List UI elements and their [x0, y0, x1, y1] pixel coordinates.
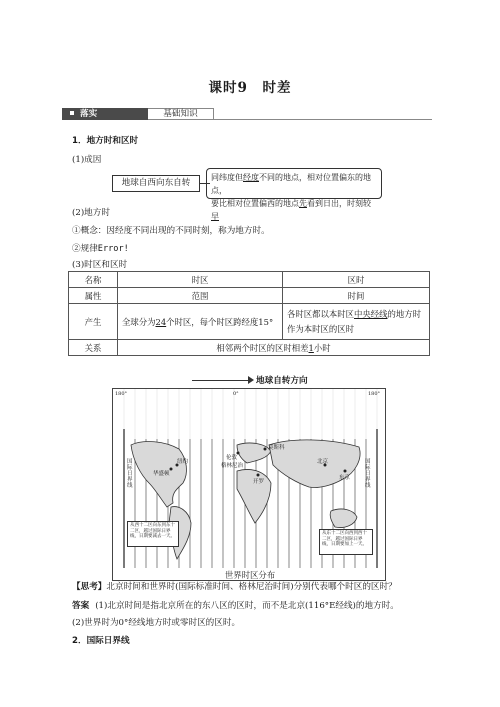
arrow-head-icon: [248, 376, 254, 384]
local-time-label: (2)地方时: [72, 208, 110, 218]
section-banner: [62, 108, 432, 120]
rotation-label: 地球自转方向: [256, 376, 308, 386]
local-time-rule: ②规律Error!: [72, 244, 129, 254]
city-london: 伦敦: [226, 455, 238, 461]
table-cell: 属性: [69, 288, 118, 304]
cause-left-box: 地球自西向东自转: [112, 175, 200, 192]
city-cairo: 开罗: [253, 479, 265, 485]
right-note-box: 从东十二区向西到西十二区，越过国际日界线，日期要加上一天。: [319, 529, 373, 555]
section-heading-1: 1．地方时和区时: [72, 136, 139, 146]
map-caption: 世界时区分布: [224, 570, 276, 580]
table-row: [69, 304, 430, 340]
city-beijing: 北京: [317, 459, 329, 465]
cause-line-2: 要比相对位置偏西的地点先看到日出，时刻较早: [211, 199, 371, 221]
table-header-row: [69, 272, 430, 288]
answer-label: 答案: [72, 601, 90, 611]
city-tokyo: 东京: [339, 475, 351, 481]
meridian-0-label: 0°: [233, 391, 239, 397]
city-greenwich: 格林尼治: [221, 463, 244, 469]
city-newyork: 纽约: [177, 459, 189, 465]
banner-dark-label: 落实: [80, 109, 98, 119]
banner-rule: [214, 119, 432, 120]
zone-label-strip: [113, 389, 386, 439]
table-row: [69, 288, 430, 304]
meridian-180w-label: 180°: [115, 391, 128, 397]
table-cell: 关系: [69, 340, 118, 356]
table-header-cell: 时区: [118, 272, 283, 288]
table-cell: 全球分为24个时区，每个时区跨经度15°: [118, 304, 283, 340]
table-cell: 各时区都以本时区中央经线的地方时 作为本时区的区时: [283, 304, 430, 340]
table-cell: 相邻两个时区的区时相差1小时: [118, 340, 430, 356]
table-cell: 范围: [118, 288, 283, 304]
section-heading-2: 2．国际日界线: [72, 636, 130, 646]
left-note-box: 从西十二区向东到东十二区，越过国际日界线，日期要减去一天。: [127, 521, 179, 547]
table-label: (3)时区和区时: [72, 260, 128, 270]
city-washington: 华盛顿: [153, 471, 170, 477]
answer-line-1: 答案 (1)北京时间是指北京所在的东八区的区时，而不是北京(116°E经线)的地方时。: [72, 601, 399, 611]
meridian-180e-label: 180°: [368, 391, 381, 397]
table-header-cell: 区时: [283, 272, 430, 288]
think-label: 【思考】: [72, 582, 107, 592]
rotation-arrow: [192, 380, 252, 381]
table-header-cell: 名称: [69, 272, 118, 288]
banner-dark-tab: [62, 108, 148, 120]
timezone-table: [68, 271, 430, 356]
answer-line-2: (2)世界时为0°经线地方时或零时区的区时。: [72, 618, 241, 628]
table-row: [69, 340, 430, 356]
date-line-left-label: 国际日界线: [127, 459, 133, 489]
square-icon: [70, 111, 74, 115]
local-time-concept: ①概念：因经度不同出现的不同时刻，称为地方时。: [72, 226, 270, 236]
world-map: [112, 388, 386, 581]
cause-right-box: [206, 168, 382, 221]
table-cell: 时间: [283, 288, 430, 304]
cause-label: (1)成因: [72, 155, 102, 165]
think-question: 北京时间和世界时(国际标准时间、格林尼治时间)分别代表哪个时区的区时？: [106, 582, 397, 592]
page-title: 课时9 时差: [208, 80, 292, 96]
table-cell: 产生: [69, 304, 118, 340]
date-line-right-label: 国际日界线: [365, 459, 371, 489]
cause-line-1: 同纬度但经度不同的地点，相对位置偏东的地点，: [211, 173, 371, 195]
banner-light-tab: 基础知识: [148, 108, 214, 120]
think-block: [72, 580, 432, 592]
city-moscow: 莫斯科: [268, 445, 285, 451]
